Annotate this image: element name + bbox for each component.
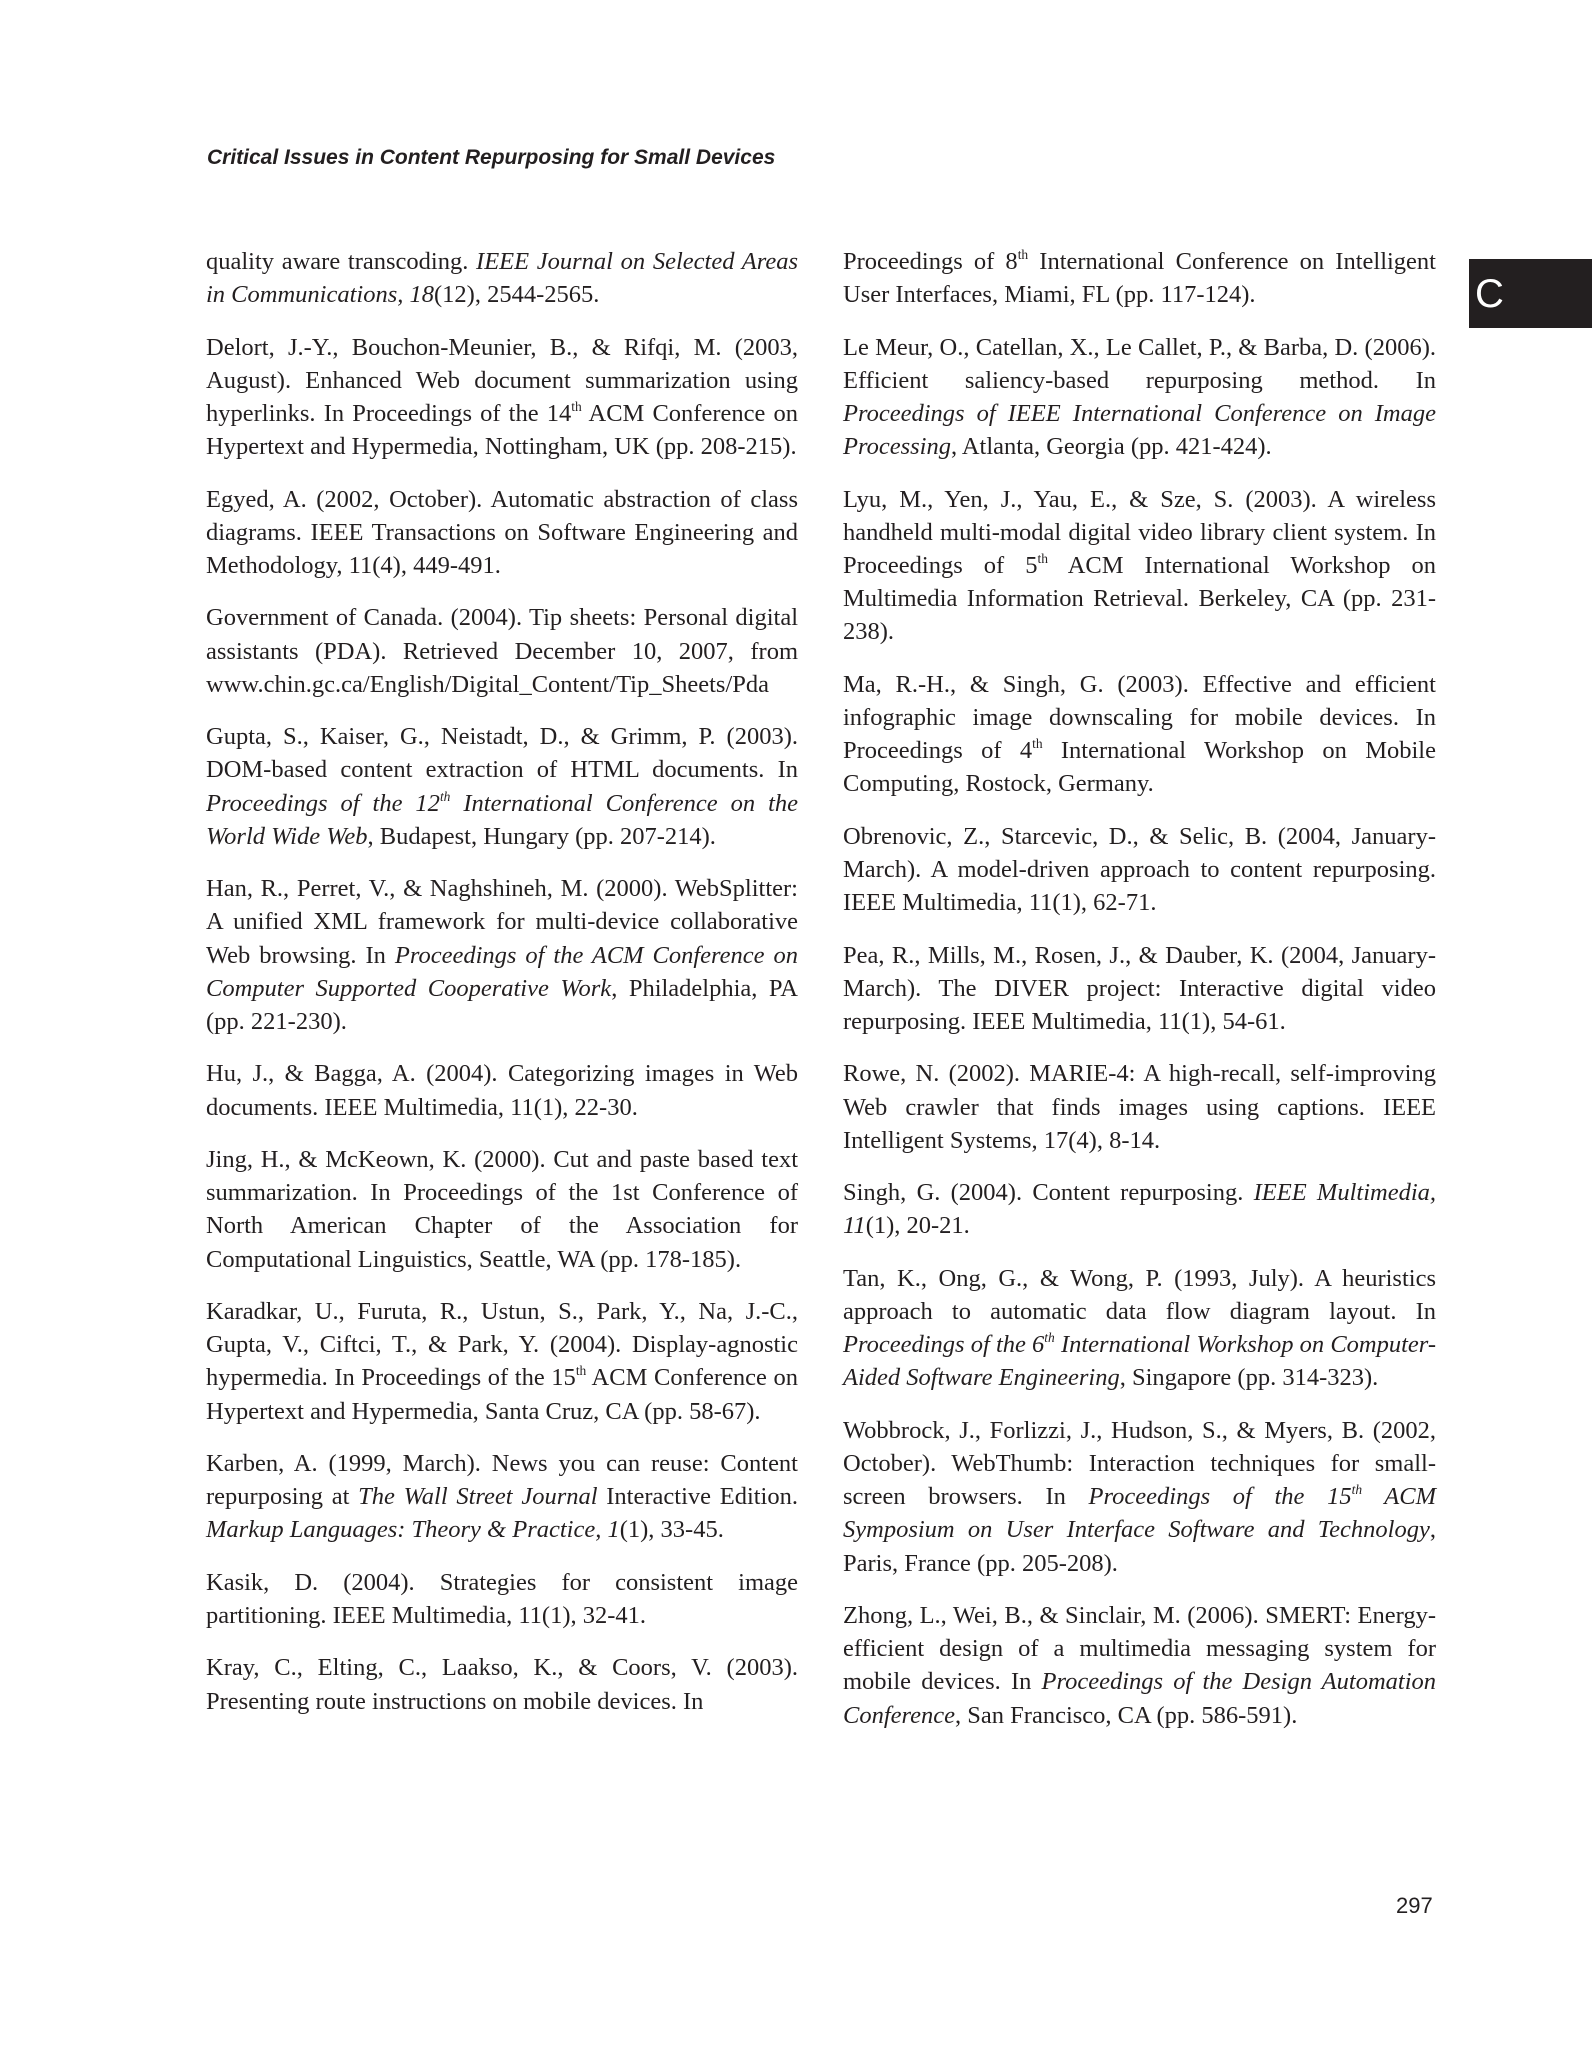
reference-entry <box>206 1057 798 1123</box>
reference-text: Gupta, S., Kaiser, G., Neistadt, D., & Grimm, P. (2003). DOM-based content extraction of HTML documents. In <box>206 723 798 784</box>
reference-entry <box>843 1176 1436 1242</box>
reference-text: Singh, G. (2004). Content repurposing. <box>843 1179 1254 1207</box>
reference-text: , San Francisco, CA (pp. 586-591). <box>955 1701 1298 1729</box>
reference-text: Hu, J., & Bagga, A. (2004). Categorizing images in Web documents. IEEE Multimedia, 11(1), 22-30. <box>206 1060 798 1121</box>
reference-text: th <box>575 1363 587 1379</box>
reference-text: Zhong, L., Wei, B., & Sinclair, M. (2006). SMERT: Energy-efficient design of a multimedia messaging system for mobile devices. In <box>843 1601 1436 1696</box>
reference-text: Pea, R., Mills, M., Rosen, J., & Dauber, K. (2004, January-March). The DIVER project: Interactive digital video repurposing. IEEE Multimedia, 11(1), 54-61. <box>843 941 1436 1035</box>
reference-text: Markup Languages: Theory & Practice, 1 <box>206 1516 620 1544</box>
reference-entry <box>843 939 1436 1039</box>
running-header: Critical Issues in Content Repurposing for Small Devices <box>207 146 776 169</box>
reference-entry <box>206 872 798 1038</box>
reference-entry <box>206 1447 798 1547</box>
reference-text: Proceedings of the 6 <box>843 1331 1045 1359</box>
reference-text: th <box>1351 1482 1363 1498</box>
reference-text: , Paris, France (pp. 205-208). <box>843 1516 1436 1577</box>
reference-text: ACM Symposium on User Interface Software and Technology <box>843 1483 1436 1544</box>
reference-text: International Workshop on Mobile Computing, Rostock, Germany. <box>843 737 1436 798</box>
reference-entry <box>843 820 1436 920</box>
reference-entry <box>843 1057 1436 1157</box>
reference-text: International Conference on Intelligent User Interfaces, Miami, FL (pp. 117-124). <box>843 248 1436 309</box>
reference-text: , Singapore (pp. 314-323). <box>1119 1364 1379 1392</box>
reference-entry <box>206 1651 798 1717</box>
reference-text: Proceedings of the 12 <box>206 789 440 817</box>
reference-text: Kasik, D. (2004). Strategies for consistent image partitioning. IEEE Multimedia, 11(1), 32-41. <box>206 1568 798 1629</box>
reference-text: Jing, H., & McKeown, K. (2000). Cut and paste based text summarization. In Proceedings of the 1st Conference of North American Chapter of the Association for Computational Linguistics, Seattle, WA (pp. 178-185). <box>206 1145 798 1273</box>
reference-text: , Budapest, Hungary (pp. 207-214). <box>367 822 716 850</box>
reference-text: Government of Canada. (2004). Tip sheets: Personal digital assistants (PDA). Retrieved December 10, 2007, from www.chin.gc.ca/English/Digital_Content/Tip_Sheets/Pda <box>206 604 798 698</box>
reference-text: Proceedings of the Design Automation Conference <box>843 1668 1437 1729</box>
reference-text: Delort, J.-Y., Bouchon-Meunier, B., & Rifqi, M. (2003, August). Enhanced Web document summarization using hyperlinks. In Proceedings of the 14 <box>206 333 798 427</box>
reference-text: , Philadelphia, PA (pp. 221-230). <box>206 974 799 1035</box>
reference-text: Kray, C., Elting, C., Laakso, K., & Coors, V. (2003). Presenting route instructions on mobile devices. In <box>206 1654 798 1715</box>
page-number: 297 <box>1396 1893 1433 1918</box>
reference-text: Wobbrock, J., Forlizzi, J., Hudson, S., & Myers, B. (2002, October). WebThumb: Interaction techniques for small-screen browsers. In <box>843 1416 1436 1511</box>
reference-text: Obrenovic, Z., Starcevic, D., & Selic, B. (2004, January-March). A model-driven approach to content repurposing. IEEE Multimedia, 11(1), 62-71. <box>843 822 1436 917</box>
reference-text: Lyu, M., Yen, J., Yau, E., & Sze, S. (2003). A wireless handheld multi-modal digital video library client system. In Proceedings of 5 <box>843 485 1436 579</box>
reference-entry <box>206 1566 798 1632</box>
references-left-column <box>206 245 798 1737</box>
reference-text: Tan, K., Ong, G., & Wong, P. (1993, July). A heuristics approach to automatic data flow diagram layout. In <box>843 1264 1436 1325</box>
reference-text: Karben, A. (1999, March). News you can reuse: Content repurposing at <box>206 1449 798 1511</box>
reference-entry <box>843 483 1436 649</box>
reference-entry <box>206 331 798 464</box>
reference-text: International Conference on the World Wide Web <box>206 789 799 850</box>
references-right-column <box>843 245 1436 1751</box>
reference-text: ACM Conference on Hypertext and Hypermedia, Nottingham, UK (pp. 208-215). <box>206 400 798 461</box>
reference-text: ACM Conference on Hypertext and Hypermedia, Santa Cruz, CA (pp. 58-67). <box>206 1364 798 1425</box>
section-tab-letter: C <box>1475 271 1504 316</box>
reference-text: (1), 20-21. <box>865 1212 970 1240</box>
reference-text: Karadkar, U., Furuta, R., Ustun, S., Park, Y., Na, J.-C., Gupta, V., Ciftci, T., & Park, Y. (2004). Display-agnostic hypermedia. In Proceedings of the 15 <box>206 1297 798 1392</box>
reference-text: Proceedings of 8 <box>843 248 1018 275</box>
reference-entry <box>206 720 798 853</box>
reference-text: th <box>1032 736 1043 752</box>
reference-text: th <box>1017 246 1029 262</box>
section-tab <box>1469 259 1592 328</box>
reference-text: IEEE Multimedia, 11 <box>843 1179 1437 1240</box>
reference-text: Ma, R.-H., & Singh, G. (2003). Effective and efficient infographic image downscaling for mobile devices. In Proceedings of 4 <box>843 670 1436 765</box>
reference-entry <box>206 1295 798 1428</box>
reference-text: quality aware transcoding. <box>206 248 477 275</box>
reference-entry <box>206 245 798 311</box>
reference-text: th <box>571 398 582 414</box>
reference-text: Le Meur, O., Catellan, X., Le Callet, P., & Barba, D. (2006). Efficient saliency-based repurposing method. In <box>843 333 1436 394</box>
reference-entry <box>843 331 1436 464</box>
reference-entry <box>206 601 798 701</box>
reference-text: Proceedings of IEEE International Conference on Image Processing <box>843 400 1436 461</box>
reference-text: ACM International Workshop on Multimedia Information Retrieval. Berkeley, CA (pp. 231-238). <box>843 552 1436 646</box>
reference-entry <box>206 483 798 583</box>
reference-text: The Wall Street Journal <box>358 1483 598 1511</box>
reference-text: IEEE Journal on Selected Areas in Communications, 18 <box>206 248 798 309</box>
reference-text: Rowe, N. (2002). MARIE-4: A high-recall, self-improving Web crawler that finds images using captions. IEEE Intelligent Systems, 17(4), 8-14. <box>843 1060 1436 1154</box>
reference-text: th <box>439 788 451 804</box>
reference-entry <box>843 1599 1436 1732</box>
reference-entry <box>206 1143 798 1276</box>
reference-entry <box>843 245 1436 311</box>
reference-text: Han, R., Perret, V., & Naghshineh, M. (2000). WebSplitter: A unified XML framework for multi-device collaborative Web browsing. In <box>206 875 798 969</box>
reference-text: (12), 2544-2565. <box>434 281 600 309</box>
reference-text: th <box>1037 550 1048 566</box>
reference-entry <box>843 1414 1436 1580</box>
reference-text: , Atlanta, Georgia (pp. 421-424). <box>950 433 1272 461</box>
reference-text: (1), 33-45. <box>619 1516 724 1544</box>
reference-text: Proceedings of the ACM Conference on Computer Supported Cooperative Work <box>206 941 799 1002</box>
reference-entry <box>843 668 1436 801</box>
reference-text: Interactive Edition. <box>597 1483 798 1511</box>
reference-entry <box>843 1262 1436 1395</box>
reference-text: th <box>1044 1330 1055 1346</box>
reference-text: Egyed, A. (2002, October). Automatic abstraction of class diagrams. IEEE Transactions on Software Engineering and Methodology, 11(4), 449-491. <box>206 485 798 579</box>
reference-text: International Workshop on Computer-Aided Software Engineering <box>843 1331 1436 1392</box>
reference-text: Proceedings of the 15 <box>1088 1483 1352 1511</box>
